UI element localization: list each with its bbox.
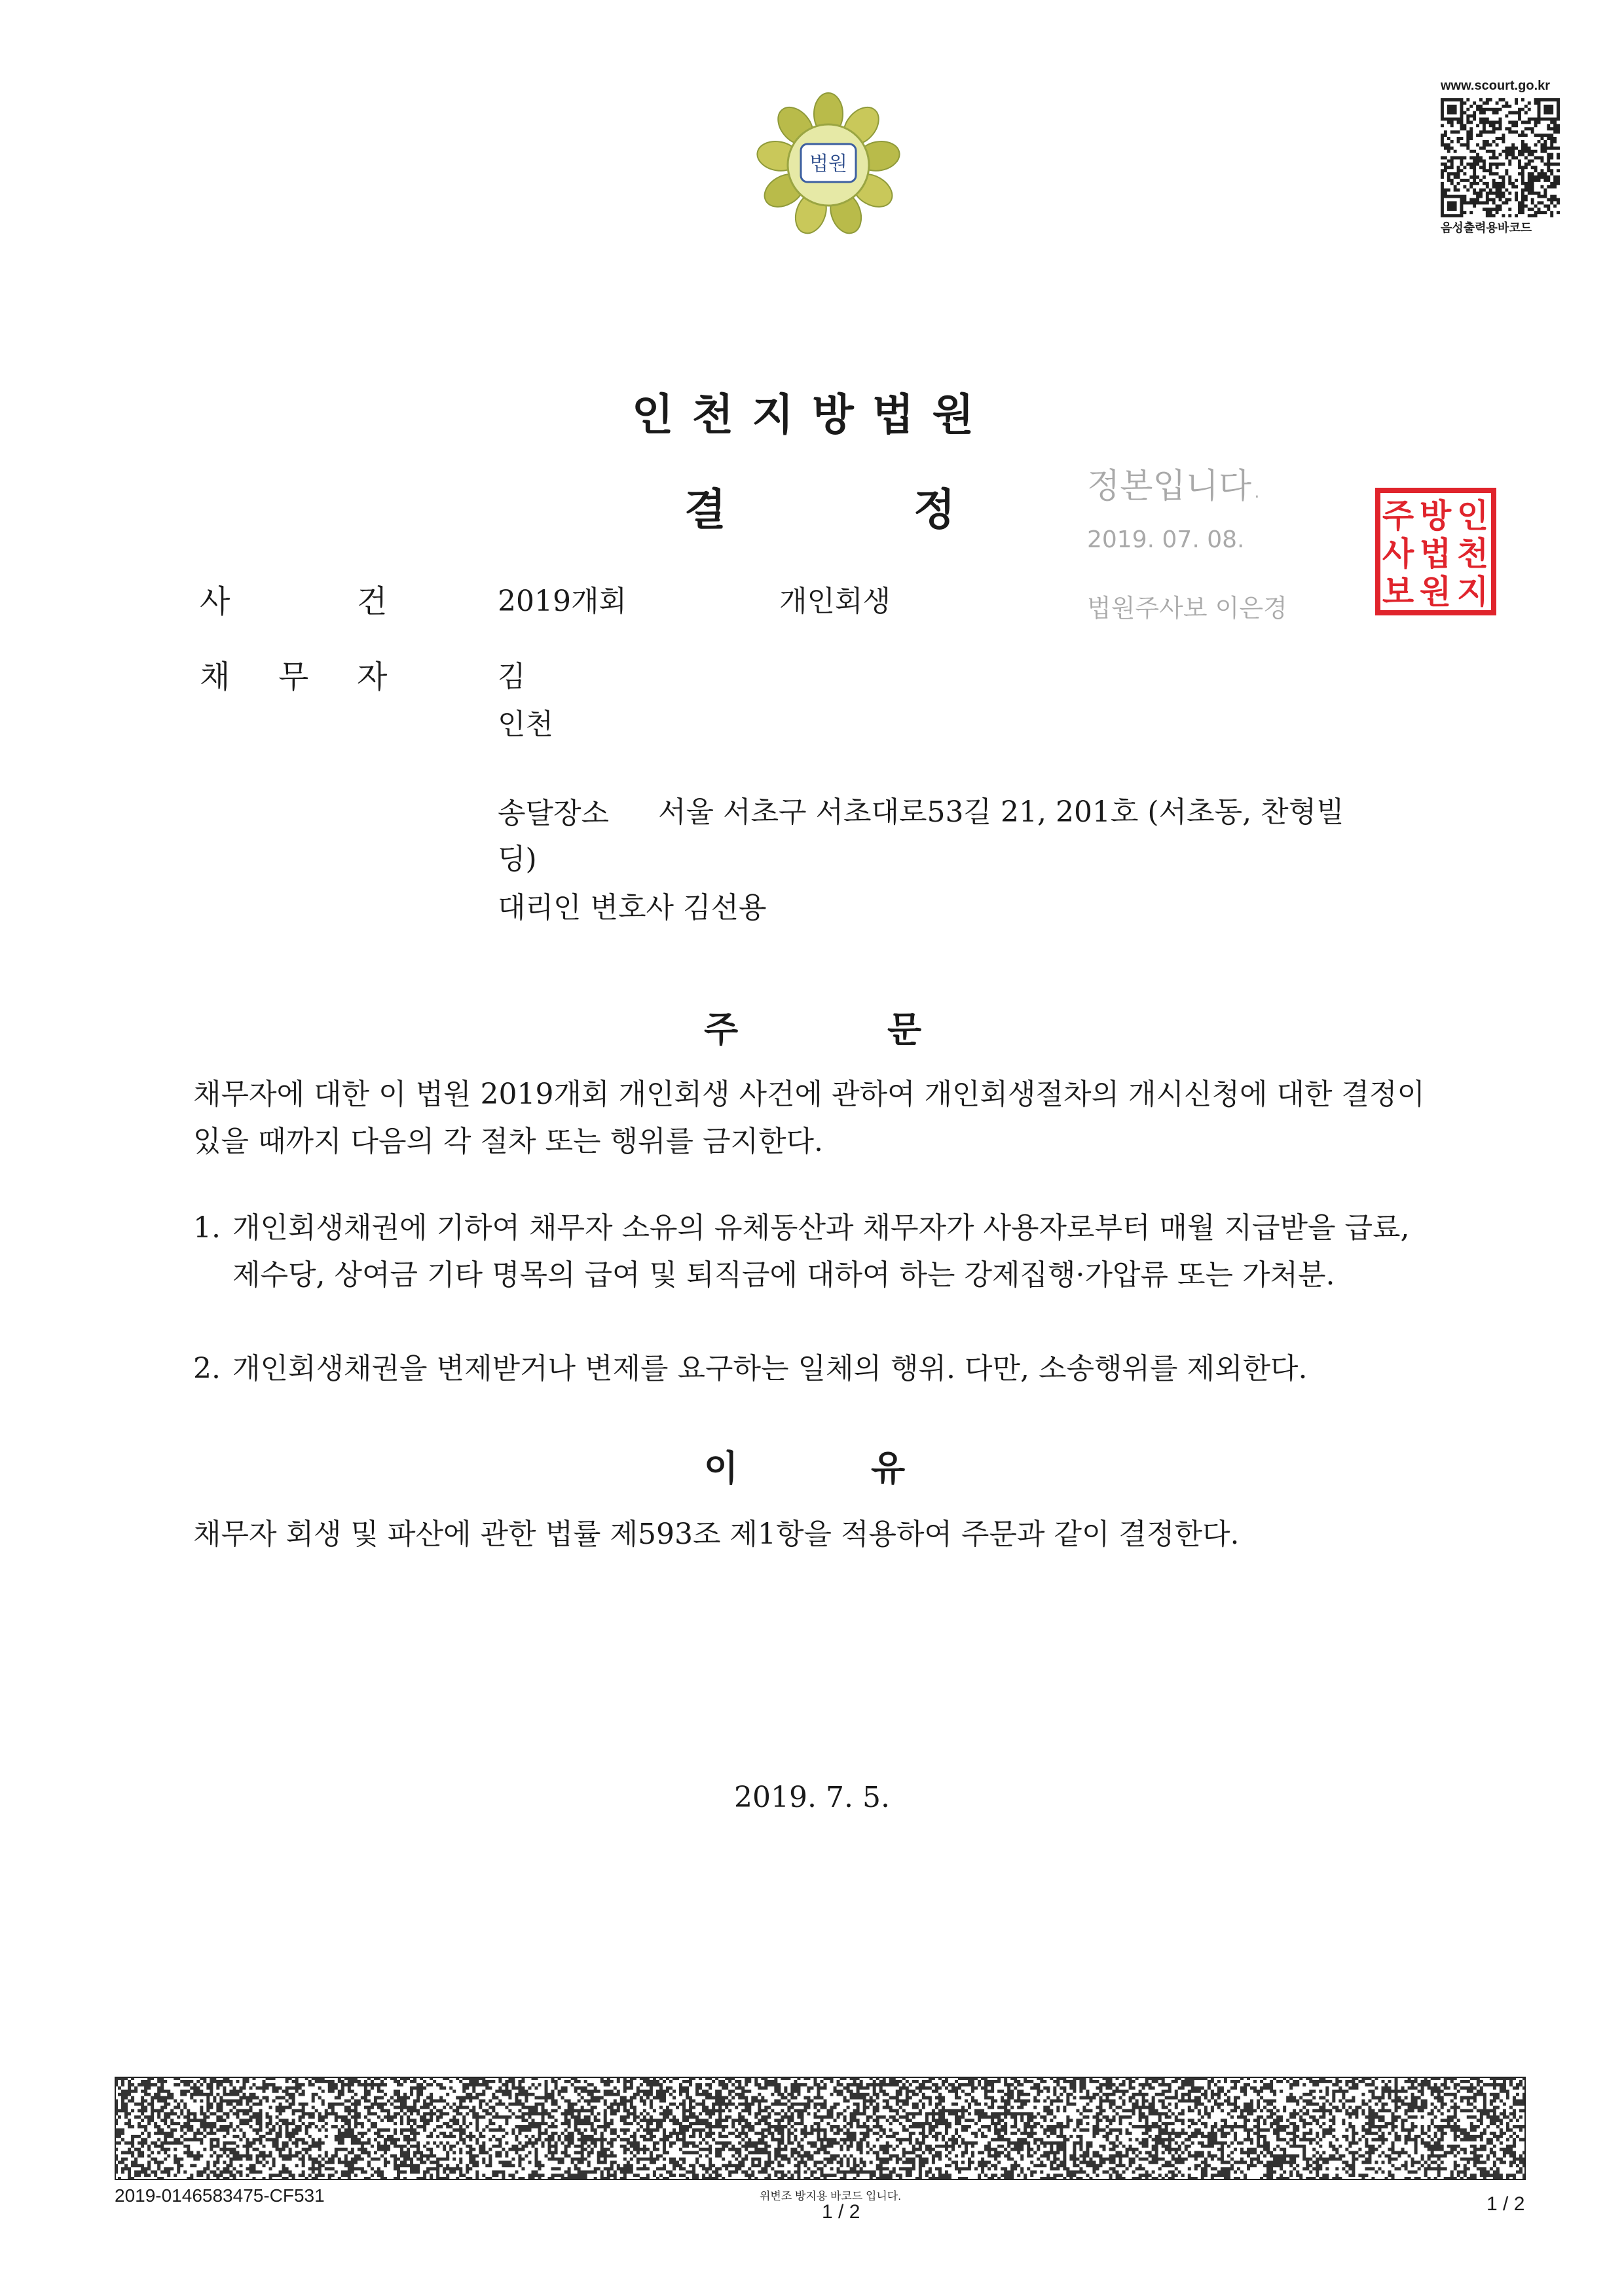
qr-url: www.scourt.go.kr	[1441, 79, 1551, 93]
doc-title-left: 결	[684, 484, 726, 535]
delivery-address: 서울 서초구 서초대로53길 21, 201호 (서초동, 찬형빌	[658, 795, 1344, 829]
official-seal-icon	[1375, 488, 1496, 615]
debtor-label-1: 채	[200, 659, 231, 695]
emblem-text: 법원	[809, 153, 847, 175]
delivery-label: 송달장소	[498, 797, 610, 830]
seal-character: 인	[1456, 497, 1489, 535]
case-label-1: 사	[200, 583, 231, 620]
case-label-2: 건	[357, 583, 388, 620]
seal-character: 주	[1382, 497, 1414, 535]
certificate-date: 2019. 07. 08.	[1087, 526, 1245, 553]
seal-character: 보	[1382, 573, 1414, 611]
debtor-name: 김	[498, 660, 526, 693]
court-title: 인천지방법원	[631, 390, 993, 440]
page-number-center: 1 / 2	[822, 2201, 860, 2223]
order-item-2-text: 개인회생채권을 변제받거나 변제를 요구하는 일체의 행위. 다만, 소송행위를 제외한다.	[232, 1352, 1308, 1385]
delivery-address-continued: 딩)	[498, 843, 537, 876]
doc-title-right: 정	[913, 484, 955, 535]
order-item-2-number: 2.	[193, 1352, 221, 1385]
debtor-label-2: 무	[278, 659, 309, 695]
seal-character: 방	[1419, 497, 1452, 535]
seal-character: 사	[1382, 535, 1414, 573]
reason-heading-1: 이	[704, 1448, 739, 1489]
order-item-1-number: 1.	[193, 1211, 221, 1245]
case-type: 개인회생	[779, 585, 891, 618]
case-number: 2019개회	[498, 585, 627, 618]
order-intro: 채무자에 대한 이 법원 2019개회 개인회생 사건에 관하여 개인회생절차의 개시신청에 대한 결정이 있을 때까지 다음의 각 절차 또는 행위를 금지한다.	[193, 1078, 1425, 1158]
certificate-officer: 법원주사보 이은경	[1087, 594, 1287, 623]
qr-label: 음성출력용바코드	[1441, 221, 1532, 234]
seal-character: 법	[1419, 535, 1452, 573]
anti-forgery-barcode-icon	[115, 2077, 1526, 2180]
qr-code-icon	[1441, 98, 1560, 217]
court-emblem-icon	[743, 92, 913, 249]
seal-character: 천	[1456, 535, 1489, 573]
order-item-1	[193, 1205, 1444, 1299]
decision-date: 2019. 7. 5.	[734, 1781, 890, 1814]
order-heading-1: 주	[704, 1009, 739, 1050]
legal-agent: 대리인 변호사 김선용	[498, 891, 767, 924]
order-item-1-text: 개인회생채권에 기하여 채무자 소유의 유체동산과 채무자가 사용자로부터 매월 지급받을 급료, 제수당, 상여금 기타 명목의 급여 및 퇴직금에 대하여 하는 강제집행·가압류 또는 가처분.	[232, 1211, 1410, 1292]
document-id: 2019-0146583475-CF531	[115, 2185, 325, 2206]
barcode-note: 위변조 방지용 바코드 입니다.	[760, 2190, 901, 2202]
seal-character: 원	[1419, 573, 1452, 611]
reason-text: 채무자 회생 및 파산에 관한 법률 제593조 제1항을 적용하여 주문과 같이 결정한다.	[193, 1518, 1240, 1551]
debtor-label-3: 자	[357, 659, 388, 695]
seal-character: 지	[1456, 573, 1489, 611]
reason-heading-2: 유	[871, 1448, 906, 1489]
certificate-main: 정본입니다.	[1087, 467, 1263, 506]
order-heading-2: 문	[887, 1009, 922, 1050]
order-item-2	[193, 1345, 1444, 1393]
page-number-right: 1 / 2	[1486, 2193, 1525, 2215]
debtor-address: 인천	[498, 708, 554, 741]
